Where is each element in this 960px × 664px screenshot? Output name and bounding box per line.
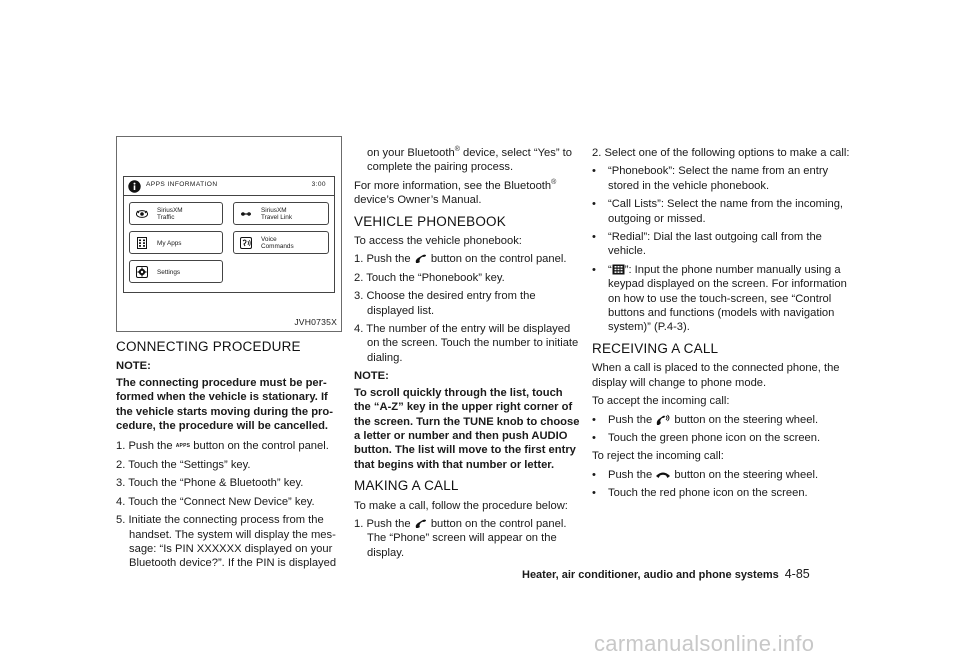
step-5: 5. Initiate the connecting process from the handset. The system will display the mes-sage: “Is PIN XXXXXX displayed on your Bluetooth device?”. If the PIN is displayed xyxy=(116,514,337,570)
phone-button-icon xyxy=(414,254,428,264)
apps-grid-icon xyxy=(136,237,148,249)
apps-button-icon: APPS xyxy=(175,443,191,450)
tile-label: Settings xyxy=(157,269,181,276)
making-call-step-1: 1. Push the button on the control panel. The “Phone” screen will appear on the display. xyxy=(354,517,567,559)
info-icon xyxy=(128,180,141,193)
phonebook-step-4: 4. The number of the entry will be displayed on the screen. Touch the number to initiate dialing. xyxy=(354,323,579,364)
making-call-step-2: 2. Select one of the following options to make a call: xyxy=(592,147,850,159)
heading-making-a-call: MAKING A CALL xyxy=(354,478,459,494)
tile-label: My Apps xyxy=(157,240,182,247)
screen-title: APPS INFORMATION xyxy=(146,181,218,188)
column-call-options xyxy=(592,146,854,505)
reject-option-1: • Push the button on the steering wheel. xyxy=(592,468,819,481)
heading-receiving-a-call: RECEIVING A CALL xyxy=(592,340,719,356)
tile-siriusxm-travel-link[interactable] xyxy=(233,202,329,225)
accept-option-2: • Touch the green phone icon on the screen. xyxy=(592,431,821,444)
note-text: The connecting procedure must be per-formed when the vehicle is stationary. If the vehicle starts moving during the pro-cedure, the procedure will be cancelled. xyxy=(116,376,333,433)
watermark-text: carmanualsonline.info xyxy=(594,631,815,656)
figure-code: JVH0735X xyxy=(294,317,337,327)
column-vehicle-phonebook xyxy=(354,146,580,564)
voice-commands-icon xyxy=(240,237,252,249)
pairing-continued: on your Bluetooth® device, select “Yes” to complete the pairing process. xyxy=(367,146,573,174)
reject-option-2: • Touch the red phone icon on the screen. xyxy=(592,487,808,500)
tile-my-apps[interactable] xyxy=(129,231,223,254)
reject-intro: To reject the incoming call: xyxy=(592,450,724,463)
column-connecting-procedure xyxy=(116,340,342,575)
option-keypad: • “ ”: Input the phone number manually using a keypad displayed on the screen. For information on how to use the touch-screen, see “Control buttons and functions (models with navigation system)” (P.4-3). xyxy=(592,263,847,334)
screen-clock: 3:00 xyxy=(311,181,326,188)
receiving-intro: When a call is placed to the connected phone, the display will change to phone mode. xyxy=(592,362,840,389)
option-phonebook: • “Phonebook”: Select the name from an entry stored in the vehicle phonebook. xyxy=(592,165,829,192)
phone-button-icon xyxy=(414,519,428,529)
step-4: 4. Touch the “Connect New Device” key. xyxy=(116,495,315,508)
accept-intro: To accept the incoming call: xyxy=(592,395,730,408)
tile-voice-commands[interactable] xyxy=(233,231,329,254)
screen-title-bar xyxy=(124,177,334,196)
option-redial: • “Redial”: Dial the last outgoing call from the vehicle. xyxy=(592,231,822,258)
tile-siriusxm-traffic[interactable] xyxy=(129,202,223,225)
tile-settings[interactable] xyxy=(129,260,223,283)
tile-label: SiriusXM Traffic xyxy=(157,207,183,221)
siriusxm-dog-icon xyxy=(136,208,148,220)
phonebook-note-label: NOTE: xyxy=(354,370,389,383)
keypad-icon xyxy=(612,264,625,275)
tile-label: SiriusXM Travel Link xyxy=(261,207,293,221)
page-number: 4-85 xyxy=(784,567,810,581)
figure-apps-information-screen xyxy=(116,136,342,332)
heading-vehicle-phonebook: VEHICLE PHONEBOOK xyxy=(354,213,506,229)
heading-connecting-procedure: CONNECTING PROCEDURE xyxy=(116,339,301,354)
step-1: 1. Push the APPS button on the control panel. xyxy=(116,440,329,453)
page-footer xyxy=(522,567,810,581)
step-2: 2. Touch the “Settings” key. xyxy=(116,459,251,471)
phonebook-step-3: 3. Choose the desired entry from the displayed list. xyxy=(354,290,536,317)
tile-label: Voice Commands xyxy=(261,236,294,250)
making-call-intro: To make a call, follow the procedure below: xyxy=(354,499,568,512)
option-call-lists: • “Call Lists”: Select the name from the incoming, outgoing or missed. xyxy=(592,198,844,225)
settings-gear-icon xyxy=(136,266,148,278)
steering-phone-accept-icon xyxy=(655,414,671,426)
phonebook-step-1: 1. Push the button on the control panel. xyxy=(354,253,567,266)
footer-section-title: Heater, air conditioner, audio and phone systems xyxy=(522,569,779,581)
note-label: NOTE: xyxy=(116,360,151,373)
siriusxm-link-icon xyxy=(240,208,252,220)
steering-phone-reject-icon xyxy=(655,470,671,479)
accept-option-1: • Push the button on the steering wheel. xyxy=(592,413,819,426)
step-3: 3. Touch the “Phone & Bluetooth” key. xyxy=(116,477,304,490)
phonebook-note-text: To scroll quickly through the list, touch the “A-Z” key in the upper right corner of the screen. Turn the TUNE knob to choose a letter or number and then push AUDIO button. The list will move to the first entry that begins with that number or letter. xyxy=(354,386,580,471)
phonebook-intro: To access the vehicle phonebook: xyxy=(354,235,522,248)
more-information: For more information, see the Bluetooth® device’s Owner’s Manual. xyxy=(354,178,557,207)
apps-screen xyxy=(123,176,335,293)
phonebook-step-2: 2. Touch the “Phonebook” key. xyxy=(354,271,505,284)
